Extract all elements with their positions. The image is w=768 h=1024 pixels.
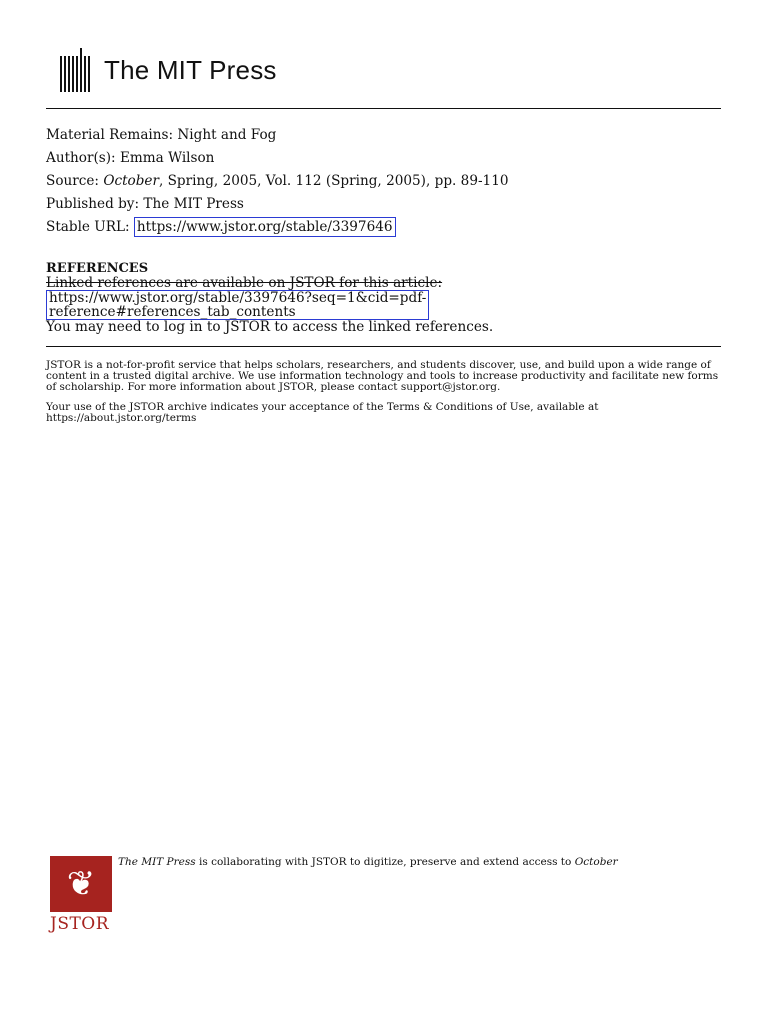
publisher-header [60, 46, 277, 94]
collaboration-statement: The MIT Press is collaborating with JSTOR to digitize, preserve and extend access to October [118, 856, 618, 868]
terms-of-use-text: Your use of the JSTOR archive indicates your acceptance of the Terms & Conditions of Use, available at https://about.jstor.org/terms [46, 401, 599, 424]
references-section [46, 262, 493, 334]
jstor-logo-icon [50, 856, 112, 934]
stable-url-link[interactable]: https://www.jstor.org/stable/3397646 [134, 217, 396, 237]
authors-line: Author(s): Emma Wilson [46, 150, 215, 166]
jstor-emblem-icon: ❦ [50, 856, 112, 912]
article-metadata [46, 124, 509, 239]
source-line: Source: October, Spring, 2005, Vol. 112 (Spring, 2005), pp. 89-110 [46, 173, 509, 189]
journal-name: October [103, 173, 159, 189]
barcode-logo-icon [60, 48, 92, 92]
publisher-brand: The MIT Press [104, 54, 277, 85]
references-login-note: You may need to log in to JSTOR to access the linked references. [46, 319, 494, 335]
article-title: Material Remains: Night and Fog [46, 127, 277, 143]
stable-url-line: Stable URL: https://www.jstor.org/stable/3397646 [46, 216, 509, 239]
references-link[interactable]: https://www.jstor.org/stable/3397646?seq=1&cid=pdf- reference#references_tab_contents [46, 290, 429, 320]
middle-divider [46, 346, 721, 347]
references-heading: REFERENCES [46, 261, 149, 276]
jstor-about-text: JSTOR is a not-for-profit service that helps scholars, researchers, and students discover, use, and build upon a wide range of content in a trusted digital archive. We use information technology and tools to increase productivity and facilitate new forms of scholarship. For more information about JSTOR, please contact support@jstor.org. [46, 359, 719, 393]
legal-notice [46, 360, 726, 433]
author-name: Emma Wilson [119, 150, 215, 166]
top-divider [46, 108, 721, 109]
jstor-logo-text: JSTOR [50, 914, 110, 934]
publisher-name: The MIT Press [143, 196, 244, 212]
references-intro: Linked references are available on JSTOR for this article: [46, 275, 443, 291]
publisher-line: Published by: The MIT Press [46, 196, 244, 212]
